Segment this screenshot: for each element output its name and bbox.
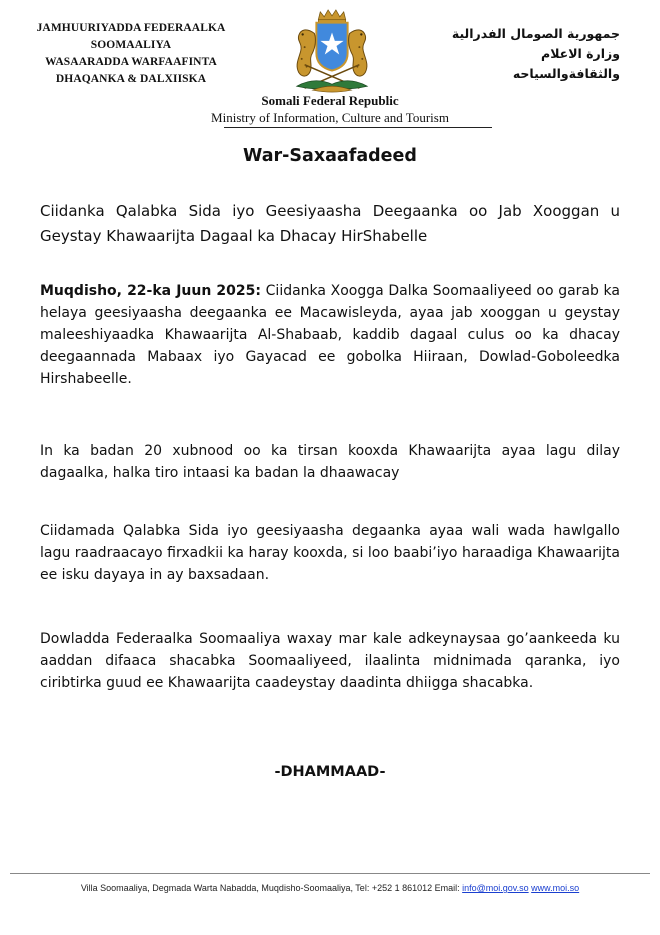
paragraph-4: Dowladda Federaalka Soomaaliya waxay mar kale adkeynaysaa go’aankeeda ku aaddan difaaca shacabka Soomaaliyeed, ilaalinta midnimada qaranka, iyo ciribtirka guud ee Khawaarijta caadeystay daadinta dhiigga shacabka. [40, 631, 620, 691]
paragraph-3: Ciidamada Qalabka Sida iyo geesiyaasha degaanka ayaa wali wada hawlgallo lagu raadraacayo firxadkii ka haray kooxda, si loo baabi’iyo haraadiga Khawaarijta ee isku dayaya in ay baxsadaan. [40, 523, 620, 583]
website-link[interactable]: www.moi.so [531, 883, 580, 893]
header-somali-line-4: DHAQANKA & DALXIISKA [55, 73, 207, 85]
coat-of-arms-emblem-icon [283, 8, 381, 96]
paragraph-2: In ka badan 20 xubnood oo ka tirsan kooxda Khawaarijta ayaa lagu dilay dagaalka, halka tiro intaasi ka badan la dhaawacay [40, 443, 620, 481]
header-somali-line-2: SOOMAALIYA [90, 39, 172, 51]
header-arabic-line-1: جمهورية الصومال الفدرالية [451, 26, 620, 41]
header-arabic-line-2: وزارة الاعلام [541, 46, 620, 61]
email-link[interactable]: info@moi.gov.so [462, 883, 529, 893]
arabic-ministry-header [410, 24, 620, 84]
end-mark: -DHAMMAAD- [274, 764, 386, 780]
ministry-name: Ministry of Information, Culture and Tourism [211, 110, 449, 125]
paragraph-1 [40, 280, 620, 390]
somali-ministry-header [20, 20, 242, 88]
footer-divider [10, 873, 650, 874]
document-title: War-Saxaafadeed [243, 146, 417, 166]
dateline: Muqdisho, 22-ka Juun 2025: [40, 283, 261, 299]
footer-contact [0, 883, 660, 893]
paragraph-1-text: Ciidanka Xoogga Dalka Soomaaliyeed oo garab ka helaya geesiyaasha deegaanka ee Macawisleyda, ayaa jab xooggan u geystay maleeshiyaadka Khawaarijta Al-Shabaab, kaddib dagaal culus oo ka dhacay deegaannada Mabaax iyo Gayacad ee gobolka Hiiraan, Dowlad-Goboleedka Hirshabeelle. [40, 283, 620, 387]
header-arabic-line-3: والثقافةوالسياحه [512, 66, 620, 81]
press-release-headline: Ciidanka Qalabka Sida iyo Geesiyaasha Deegaanka oo Jab Xooggan u Geystay Khawaarijta Dagaal ka Dhacay HirShabelle [40, 202, 620, 245]
republic-name: Somali Federal Republic [261, 93, 399, 108]
footer-address: Villa Soomaaliya, Degmada Warta Nabadda, Muqdisho-Soomaaliya, Tel: +252 1 861012 Email: [80, 883, 463, 893]
header-somali-line-3: WASAARADDA WARFAAFINTA [45, 56, 217, 68]
header-divider [224, 127, 492, 128]
header-somali-line-1: JAMHUURIYADDA FEDERAALKA [36, 22, 226, 34]
